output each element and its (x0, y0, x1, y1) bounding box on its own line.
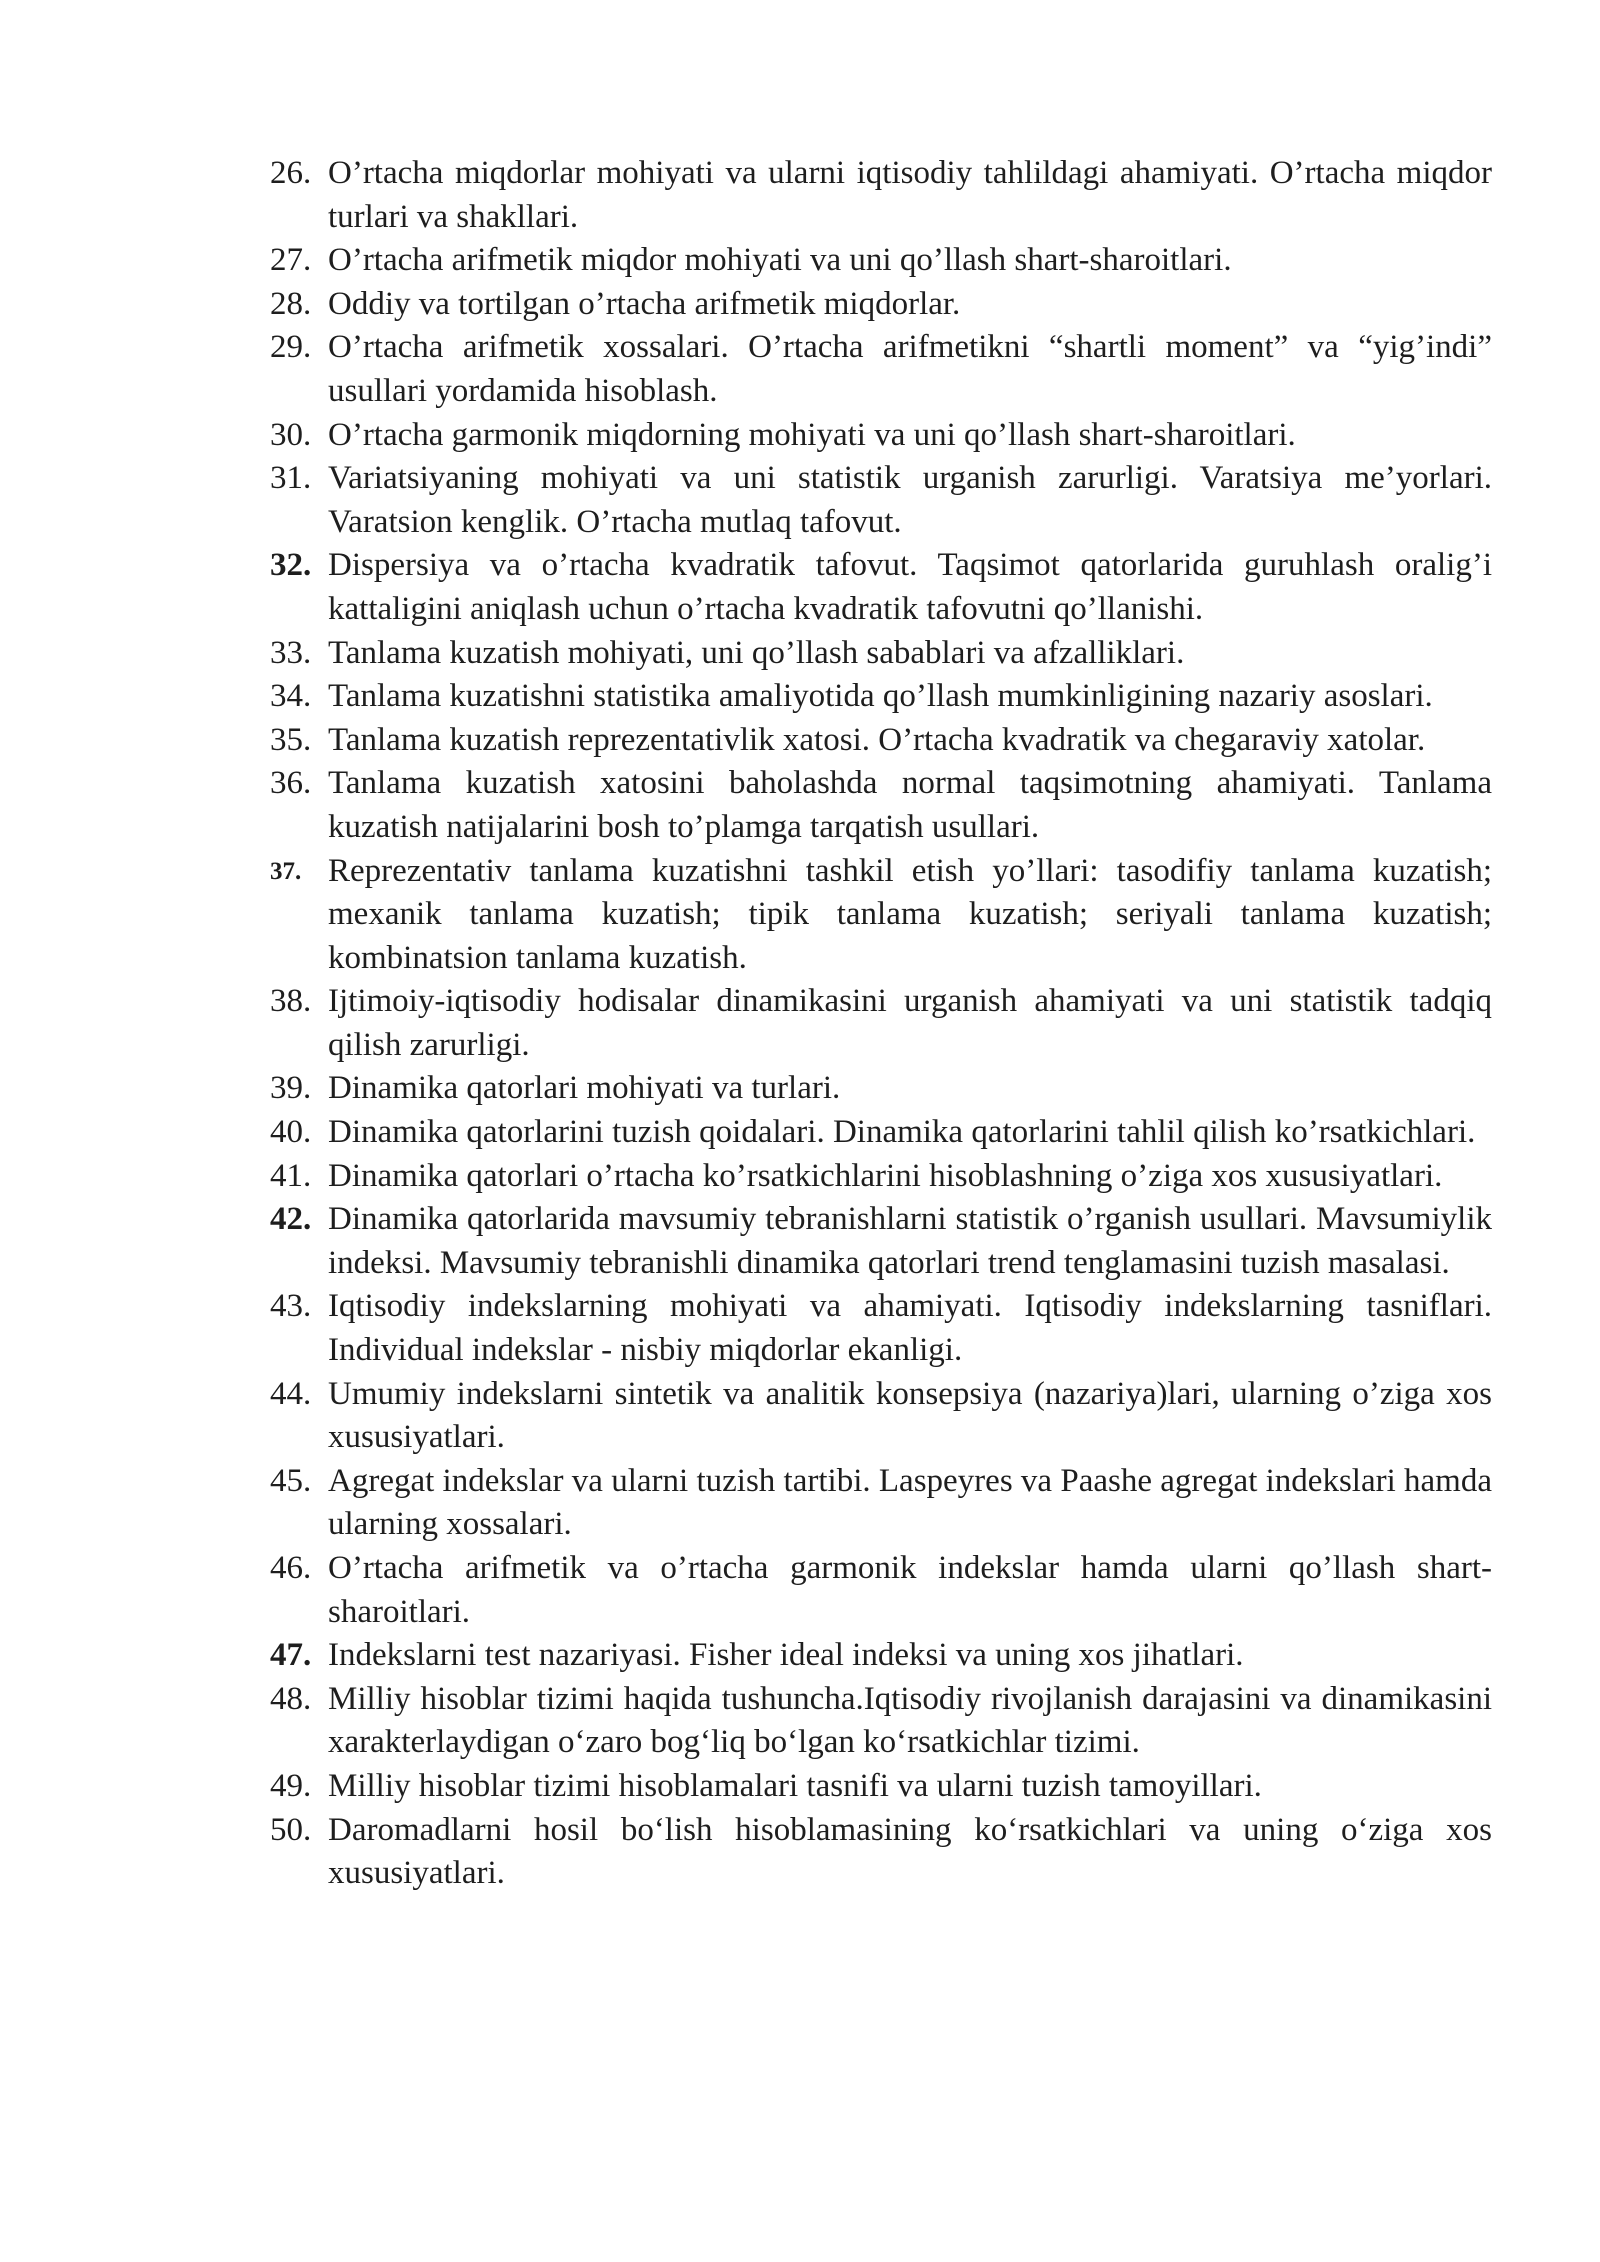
item-text: Tanlama kuzatish xatosini baholashda normal taqsimotning ahamiyati. Tanlama kuzatish natijalarini bosh to’plamga tarqatish usullari. (328, 765, 1492, 845)
item-number: 27. (270, 242, 312, 279)
list-item (270, 326, 1492, 413)
list-item (270, 544, 1492, 631)
item-text: Agregat indekslar va ularni tuzish tartibi. Laspeyres va Paashe agregat indekslari hamda ularning xossalari. (328, 1462, 1492, 1543)
item-number: 47. (270, 1637, 312, 1674)
item-text: Tanlama kuzatish reprezentativlik xatosi. O’rtacha kvadratik va chegaraviy xatolar. (328, 721, 1426, 758)
list-item (270, 1765, 1492, 1809)
list-item (270, 1198, 1492, 1285)
item-text: Indekslarni test nazariyasi. Fisher ideal indeksi va uning xos jihatlari. (328, 1637, 1244, 1674)
item-number: 34. (270, 678, 312, 715)
item-number: 32. (270, 547, 312, 584)
item-number: 30. (270, 416, 312, 453)
item-text: O’rtacha miqdorlar mohiyati va ularni iqtisodiy tahlildagi ahamiyati. O’rtacha miqdor turlari va shakllari. (328, 155, 1492, 235)
item-text: Dispersiya va o’rtacha kvadratik tafovut. Taqsimot qatorlarida guruhlash oralig’i kattaligini aniqlash uchun o’rtacha kvadratik tafovutni qo’llanishi. (328, 547, 1492, 627)
list-item (270, 980, 1492, 1067)
item-number: 28. (270, 285, 312, 322)
list-item (270, 1067, 1492, 1111)
list-item (270, 762, 1492, 849)
list-item (270, 414, 1492, 458)
item-text: Umumiy indekslarni sintetik va analitik konsepsiya (nazariya)lari, ularning o’ziga xos xususiyatlari. (328, 1375, 1492, 1456)
list-item (270, 152, 1492, 239)
list-item (270, 1373, 1492, 1460)
item-number: 35. (270, 721, 312, 758)
item-number: 48. (270, 1680, 312, 1717)
list-item (270, 457, 1492, 544)
list-item (270, 1634, 1492, 1678)
question-list (270, 152, 1492, 1896)
item-number: 40. (270, 1114, 312, 1151)
list-item (270, 632, 1492, 676)
item-text: Ijtimoiy-iqtisodiy hodisalar dinamikasini urganish ahamiyati va uni statistik tadqiq qilish zarurligi. (328, 983, 1492, 1063)
item-text: Dinamika qatorlarini tuzish qoidalari. Dinamika qatorlarini tahlil qilish ko’rsatkichlari. (328, 1114, 1476, 1151)
list-item (270, 850, 1492, 981)
item-text: Oddiy va tortilgan o’rtacha arifmetik miqdorlar. (328, 285, 961, 322)
list-item (270, 1111, 1492, 1155)
item-number: 36. (270, 765, 312, 802)
item-number: 31. (270, 460, 312, 497)
item-number: 46. (270, 1550, 312, 1586)
item-text: Dinamika qatorlari mohiyati va turlari. (328, 1070, 841, 1107)
item-text: Milliy hisoblar tizimi haqida tushuncha.Iqtisodiy rivojlanish darajasini va dinamikasini xarakterlaydigan o‘zaro bog‘liq bo‘lgan ko‘rsatkichlar tizimi. (328, 1680, 1492, 1761)
item-number: 45. (270, 1462, 312, 1499)
list-item (270, 1678, 1492, 1765)
list-item (270, 1547, 1492, 1634)
list-item (270, 1155, 1492, 1199)
item-number: 33. (270, 634, 312, 671)
item-text: Iqtisodiy indekslarning mohiyati va ahamiyati. Iqtisodiy indekslarning tasniflari. Individual indekslar - nisbiy miqdorlar ekanligi. (328, 1288, 1492, 1369)
list-item (270, 719, 1492, 763)
item-number: 39. (270, 1070, 312, 1107)
item-number: 29. (270, 329, 312, 366)
item-number: 37. (270, 857, 302, 885)
list-item (270, 1460, 1492, 1547)
item-number: 38. (270, 983, 312, 1020)
item-text: Tanlama kuzatishni statistika amaliyotida qo’llash mumkinligining nazariy asoslari. (328, 678, 1433, 715)
item-number: 43. (270, 1288, 312, 1325)
item-text: Variatsiyaning mohiyati va uni statistik urganish zarurligi. Varatsiya me’yorlari. Varatsion kenglik. O’rtacha mutlaq tafovut. (328, 460, 1492, 540)
item-text: O’rtacha arifmetik xossalari. O’rtacha arifmetikni “shartli moment” va “yig’indi” usullari yordamida hisoblash. (328, 329, 1492, 409)
item-text: Reprezentativ tanlama kuzatishni tashkil etish yo’llari: tasodifiy tanlama kuzatish; mexanik tanlama kuzatish; tipik tanlama kuzatish; seriyali tanlama kuzatish; kombinatsion tanlama kuzatish. (328, 852, 1492, 976)
item-text: Tanlama kuzatish mohiyati, uni qo’llash sabablari va afzalliklari. (328, 634, 1185, 671)
list-item (270, 283, 1492, 327)
list-item (270, 239, 1492, 283)
item-number: 42. (270, 1201, 312, 1238)
item-number: 49. (270, 1767, 312, 1804)
item-text: Dinamika qatorlari o’rtacha ko’rsatkichlarini hisoblashning o’ziga xos xususiyatlari. (328, 1157, 1443, 1194)
item-text: Milliy hisoblar tizimi hisoblamalari tasnifi va ularni tuzish tamoyillari. (328, 1767, 1262, 1804)
list-item (270, 1285, 1492, 1372)
item-text: O’rtacha arifmetik va o’rtacha garmonik indekslar hamda ularni qo’llash shart- sharoitlari. (328, 1550, 1492, 1630)
item-text: O’rtacha arifmetik miqdor mohiyati va uni qo’llash shart-sharoitlari. (328, 242, 1232, 279)
item-text: O’rtacha garmonik miqdorning mohiyati va uni qo’llash shart-sharoitlari. (328, 416, 1296, 453)
item-text: Daromadlarni hosil bo‘lish hisoblamasining ko‘rsatkichlari va uning o‘ziga xos xususiyatlari. (328, 1811, 1492, 1892)
list-item (270, 675, 1492, 719)
item-text: Dinamika qatorlarida mavsumiy tebranishlarni statistik o’rganish usullari. Mavsumiylik indeksi. Mavsumiy tebranishli dinamika qatorlari trend tenglamasini tuzish masalasi. (328, 1201, 1492, 1281)
item-number: 41. (270, 1157, 312, 1194)
item-number: 26. (270, 155, 312, 191)
list-item (270, 1809, 1492, 1896)
item-number: 50. (270, 1811, 312, 1848)
item-number: 44. (270, 1375, 312, 1412)
